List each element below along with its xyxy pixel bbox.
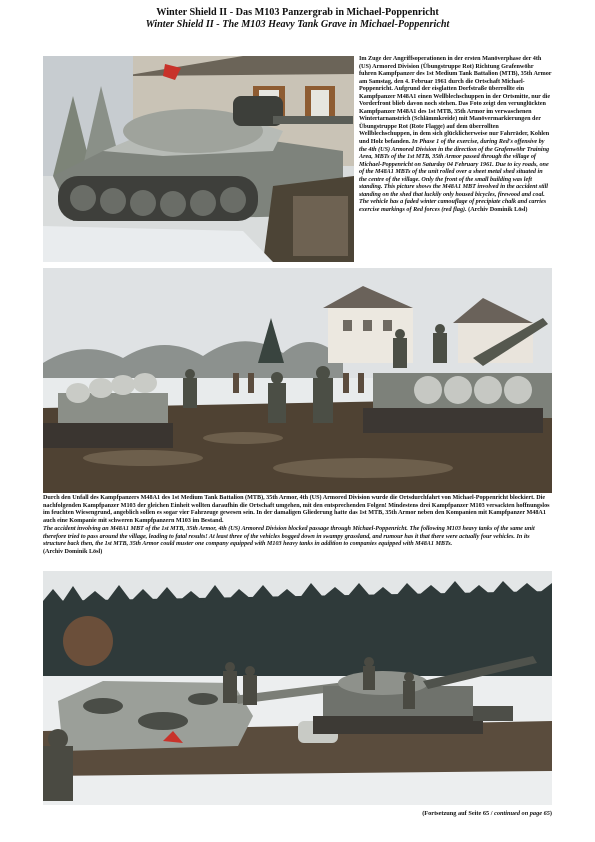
page-title-german: Winter Shield II - Das M103 Panzergrab in Michael-Poppenricht: [156, 7, 439, 18]
caption-top-credit: (Archiv Dominik Lösl): [468, 206, 528, 213]
footer-close: ): [549, 810, 552, 817]
caption-middle-credit: (Archiv Dominik Lösl): [43, 548, 103, 555]
photo-m48a1-on-shed: [43, 56, 354, 262]
page-title-english: Winter Shield II - The M103 Heavy Tank Grave in Michael-Poppenricht: [145, 19, 450, 30]
footer-german: (Fortsetzung auf Seite 65 /: [422, 810, 495, 817]
photo-m103-snow-field: [43, 571, 552, 805]
caption-top-german: Im Zuge der Angriffsoperationen in der ersten Manöverphase der 4th (US) Armored Division (Übungstruppe Rot) Richtung Grafenwöhr fuhren Kampfpanzer des 1st Medium Tank Battalion (MTB), 35th Armor am Samstag, den 4. Februar 1961 durch die Ortschaft Michael-Poppenricht. Aufgrund der eisglatten Dorfstraße überrollte ein Kampfpanzer M48A1 einen Wellblechschuppen in der Ortsmitte, nur die Vorderfront blieb davon noch stehen. Das Foto zeigt den verunglückten Kampfpanzer M48A1 des 1st MTB, 35th Armor im verwaschenen Wintertarnanstrich (Schlämmkreide) mit Manövermarkierungen der Übungstruppe Rot (Rote Flagge) auf dem überrollten Wellblechschuppen, in dem sich glücklicherweise nur Fahrräder, Kohlen und Holz befanden.: [359, 56, 552, 146]
caption-top: [359, 56, 552, 214]
page-footer: [422, 810, 552, 817]
caption-middle-german: Durch den Unfall des Kampfpanzers M48A1 des 1st Medium Tank Battalion (MTB), 35th Armor, 4th (US) Armored Division wurde die Ortsdurchfahrt von Michael-Poppenricht blockiert. Die nachfolgenden Kampfpanzer M103 der gleichen Einheit wollten daraufhin die Ortschaft umgehen, mit den entsprechenden Folgen! Mindestens drei Kampfpanzer M103 versackten hoffnungslos im feuchten Wiesengrund, angeblich sollen es sogar vier Fahrzeuge gewesen sein. In der damaligen Gliederung hatte das 1st MTB, 35th Armor neben den Kompanien mit Kampfpanzer M48A1 auch eine Kompanie mit schweren Kampfpanzern M103 im Bestand.: [43, 495, 550, 525]
caption-top-english: In Phase 1 of the exercise, during Red's offensive by the 4th (US) Armored Division in the direction of the Grafenwöhr Training Area, MBTs of the 1st MTB, 35th Armor passed through the village of Michael-Poppenricht on Saturday 04 February 1961. Due to icy roads, one of the M48A1 MBTs of the unit rolled over a sheet metal shed situated in the centre of the village. Only the front of the small building was left standing. This picture shows the M48A1 MBT involved in the accident still standing on the shed that luckily only housed bicycles, firewood and coal. The vehicle has a faded winter camouflage of precipiate chalk and carries exercise markings of Red forces (red flag).: [359, 139, 550, 213]
caption-middle: [43, 495, 552, 557]
footer-english: continued on page 65: [494, 810, 550, 817]
photo-m103-bogged-meadow: [43, 268, 552, 493]
caption-middle-english: The accident involving an M48A1 MBT of the 1st MTB, 35th Armor, 4th (US) Armored Division blocked passage through Michael-Poppenricht. The following M103 heavy tanks of the same unit therefore tried to pass around the village, leading to fatal results! At least three of the vehicles bogged down in swampy grassland, and rumour has it that there were actually four vehicles. In its structure back then, the 1st MTB, 35th Armor could muster one company equipped with M103 heavy tanks in addition to companies equipped with M48A1 MBTs.: [43, 525, 535, 548]
